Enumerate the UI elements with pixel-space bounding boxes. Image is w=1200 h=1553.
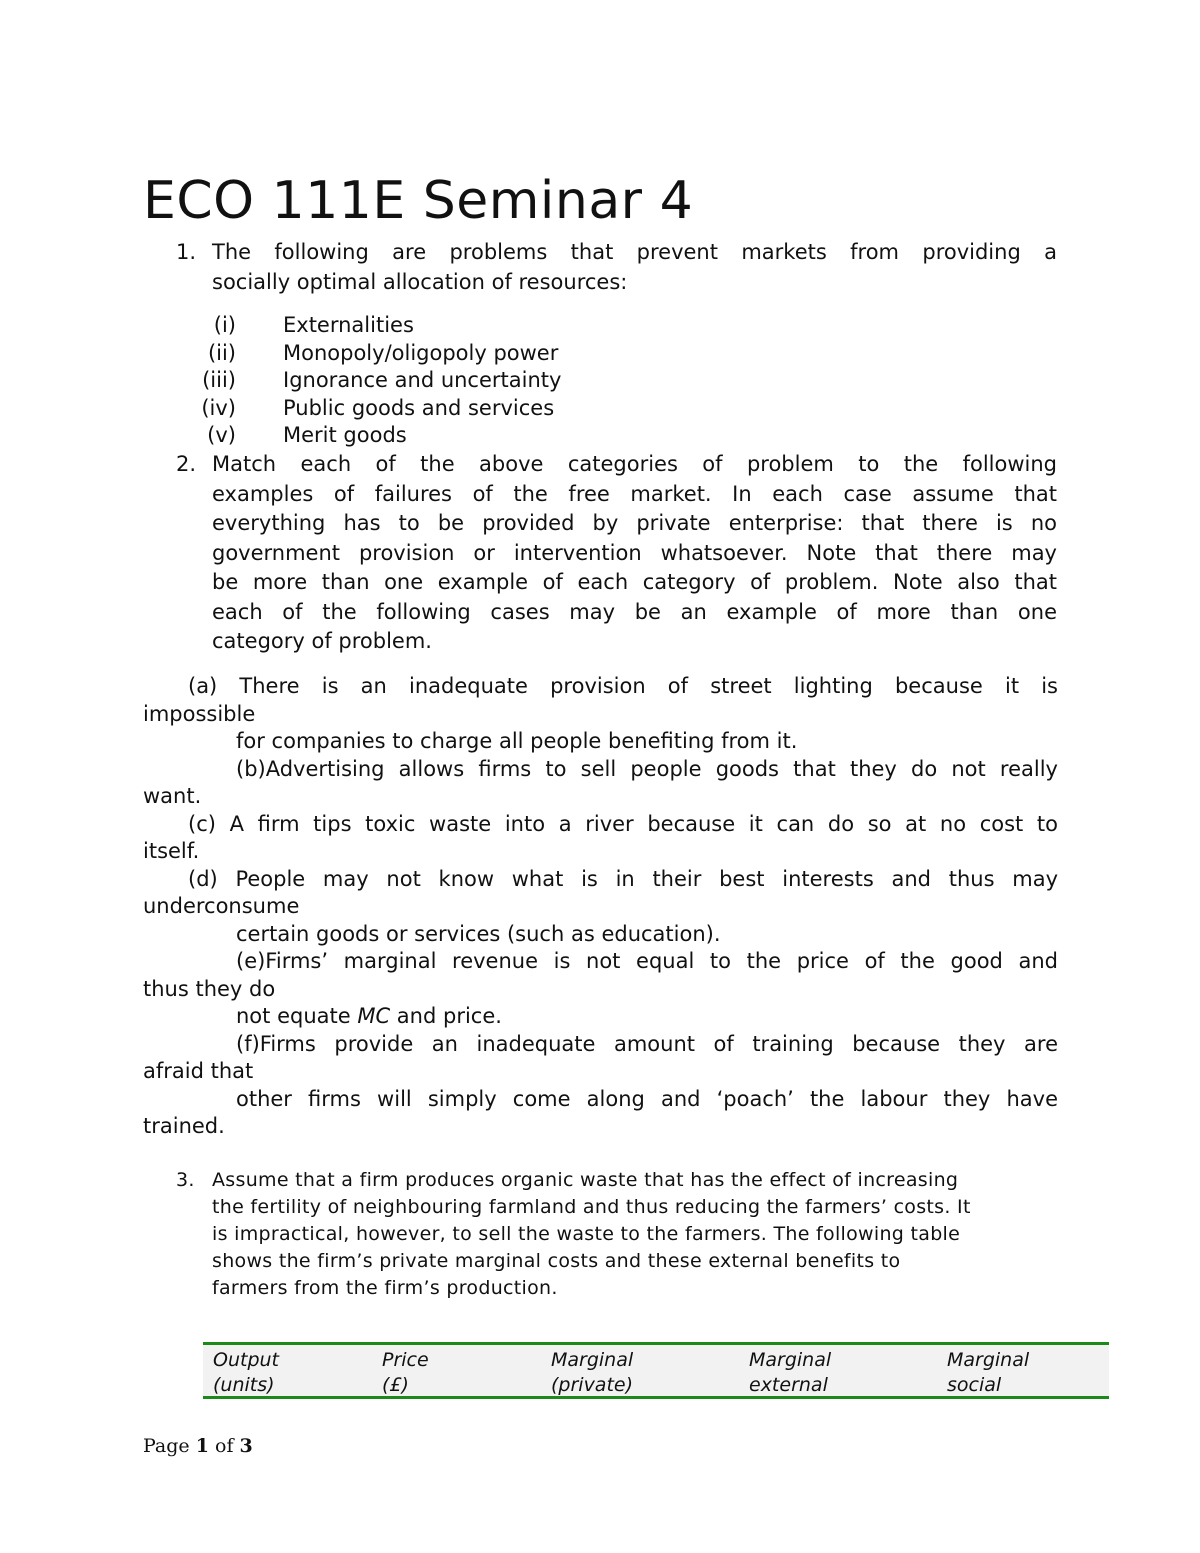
table-header-cell (551, 1348, 633, 1398)
list-item (180, 395, 780, 423)
footer-current-page: 1 (195, 1435, 209, 1457)
list-item-label: Ignorance and uncertainty (283, 368, 562, 392)
question-2-line: category of problem. (212, 629, 432, 653)
list-item (180, 312, 780, 340)
question-1-line: The following are problems that prevent markets from providing a (212, 240, 1057, 264)
header-line: (units) (213, 1374, 275, 1396)
document-title: ECO 111E Seminar 4 (143, 171, 694, 231)
header-line: (private) (551, 1374, 634, 1396)
header-line: social (947, 1374, 1002, 1396)
question-1-text (212, 238, 1057, 297)
list-item-label: Monopoly/oligopoly power (283, 340, 559, 365)
table-header-row (203, 1345, 1109, 1396)
list-item-label: Public goods and services (283, 395, 555, 420)
question-2-line: everything has to be provided by private enterprise: that there is no (212, 511, 1057, 535)
case-c-line: (c) A firm tips toxic waste into a river because it can do so at no cost to (188, 811, 1058, 836)
table-header-cell (947, 1348, 1029, 1398)
case-e-line: (e)Firms’ marginal revenue is not equal to the price of the good and (236, 949, 1058, 973)
case-e-text: and price. (390, 1004, 502, 1028)
footer-total-pages: 3 (239, 1435, 253, 1457)
question-2-line: be more than one example of each category of problem. Note also that (212, 570, 1057, 594)
case-e-text: not equate (236, 1004, 358, 1028)
question-1-line: socially optimal allocation of resources: (212, 269, 628, 294)
question-2-text (212, 450, 1057, 657)
question-2-line: government provision or intervention whatsoever. Note that there may (212, 540, 1057, 565)
footer-page-word: Page (143, 1435, 190, 1457)
header-line: Output (213, 1349, 279, 1371)
list-item-label: Merit goods (283, 423, 407, 447)
question-3-line: is impractical, however, to sell the waste to the farmers. The following table (212, 1223, 961, 1245)
case-a-line: (a) There is an inadequate provision of street lighting because it is (188, 674, 1058, 698)
header-line: external (749, 1374, 828, 1396)
case-d-line: underconsume (143, 894, 300, 918)
case-d-line: certain goods or services (such as education). (236, 921, 721, 946)
case-a-line: for companies to charge all people benefiting from it. (236, 729, 798, 753)
question-2-line: Match each of the above categories of problem to the following (212, 452, 1057, 476)
list-item-numeral: (v) (207, 423, 236, 447)
case-e-line: thus they do (143, 976, 276, 1001)
question-3-text (212, 1167, 1062, 1302)
cost-table (203, 1342, 1109, 1399)
case-f-line: afraid that (143, 1059, 254, 1083)
page-footer (143, 1433, 253, 1459)
case-f-line: (f)Firms provide an inadequate amount of training because they are (236, 1031, 1058, 1056)
case-d-line: (d) People may not know what is in their best interests and thus may (188, 866, 1058, 891)
table-header-cell (213, 1348, 279, 1398)
list-item (180, 422, 780, 450)
header-line: Marginal (947, 1349, 1030, 1371)
question-3-line: the fertility of neighbouring farmland and thus reducing the farmers’ costs. It (212, 1196, 971, 1218)
header-line: Marginal (551, 1349, 634, 1371)
case-list (143, 673, 1058, 1141)
list-item (180, 340, 780, 368)
header-line: Marginal (749, 1349, 832, 1371)
list-item-numeral: (iii) (202, 368, 236, 392)
case-e-line (143, 1003, 1058, 1031)
question-2-line: examples of failures of the free market. In each case assume that (212, 481, 1057, 506)
table-header-cell (749, 1348, 831, 1398)
question-2-number: 2. (176, 452, 197, 476)
question-3-line: Assume that a firm produces organic waste that has the effect of increasing (212, 1169, 959, 1191)
list-item-numeral: (ii) (207, 340, 236, 365)
case-f-line: other firms will simply come along and ‘poach’ the labour they have (236, 1086, 1058, 1111)
question-3-line: shows the firm’s private marginal costs and these external benefits to (212, 1250, 901, 1272)
question-3-line: farmers from the firm’s production. (212, 1277, 558, 1299)
question-3-number: 3. (176, 1169, 195, 1191)
question-1-number: 1. (176, 240, 197, 264)
case-b-line: want. (143, 784, 202, 808)
list-item-label: Externalities (283, 313, 414, 337)
header-line: Price (382, 1349, 429, 1371)
case-a-line: impossible (143, 701, 256, 726)
list-item-numeral: (i) (213, 313, 236, 337)
case-c-line: itself. (143, 839, 200, 863)
case-e-italic-term: MC (357, 1004, 391, 1028)
case-b-line: (b)Advertising allows firms to sell people goods that they do not really (236, 756, 1058, 781)
footer-of-word: of (215, 1435, 234, 1457)
question-2-line: each of the following cases may be an example of more than one (212, 599, 1057, 624)
list-item-numeral: (iv) (201, 395, 236, 420)
problem-category-list (180, 312, 780, 450)
list-item (180, 367, 780, 395)
table-header-cell (382, 1348, 429, 1398)
header-line: (£) (382, 1374, 409, 1396)
case-f-line: trained. (143, 1114, 225, 1138)
